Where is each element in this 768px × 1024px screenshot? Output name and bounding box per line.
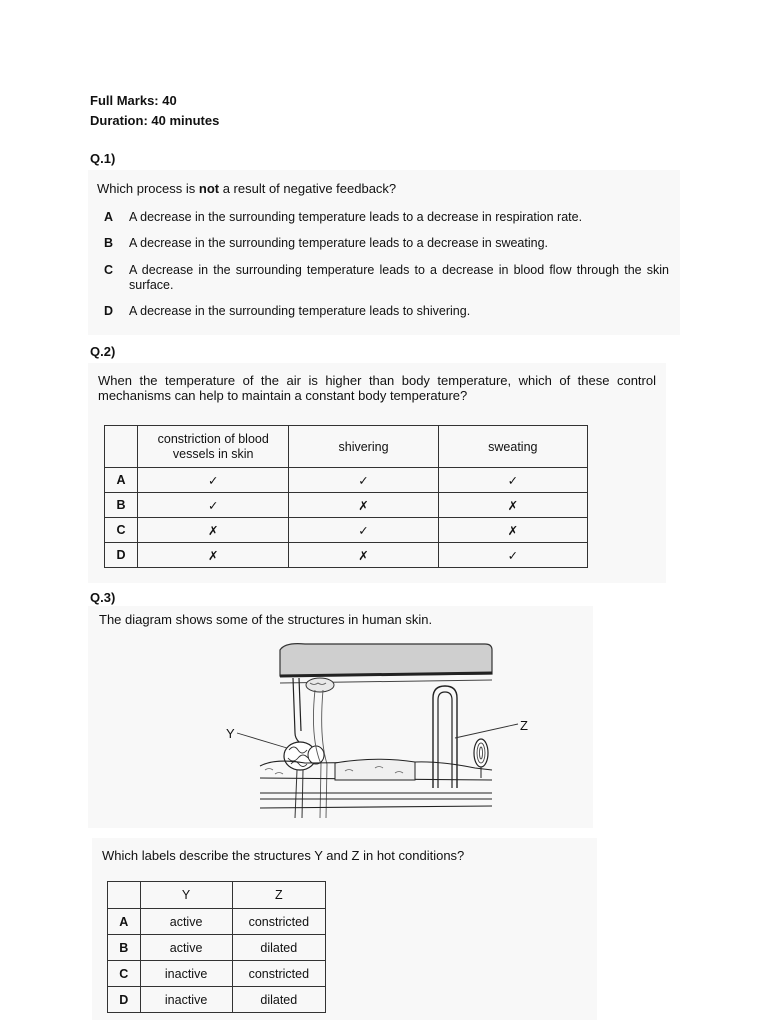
q3-question: Which labels describe the structures Y and Z in hot conditions? [102, 848, 465, 863]
col-header: constriction of blood vessels in skin [138, 426, 289, 468]
table-cell: active [140, 909, 232, 935]
q3-table [107, 881, 326, 1013]
duration: Duration: 40 minutes [90, 113, 220, 128]
row-letter: B [105, 493, 138, 518]
table-cell: constricted [232, 909, 325, 935]
table-row[interactable] [108, 961, 326, 987]
row-letter: A [105, 468, 138, 493]
q3-stem: The diagram shows some of the structures in human skin. [99, 612, 433, 627]
q1-stem [97, 181, 396, 196]
col-header: shivering [289, 426, 438, 468]
table-cell: ✗ [138, 543, 289, 568]
q2-stem: When the temperature of the air is higher than body temperature, which of these control mechanisms can help to maintain a constant body temperature? [98, 373, 656, 403]
table-cell: constricted [232, 961, 325, 987]
skin-diagram [215, 638, 545, 828]
option-text: A decrease in the surrounding temperature leads to a decrease in blood flow through the skin surface. [129, 263, 669, 292]
q1-stem-post: a result of negative feedback? [219, 181, 397, 196]
table-row[interactable] [108, 909, 326, 935]
corner-cell [108, 882, 141, 909]
table-cell: ✗ [289, 543, 438, 568]
table-cell: ✗ [289, 493, 438, 518]
table-cell: ✓ [438, 468, 587, 493]
row-letter: A [108, 909, 141, 935]
option-letter: B [104, 236, 114, 250]
table-cell: inactive [140, 961, 232, 987]
option-letter: D [104, 304, 114, 318]
q3-label: Q.3) [90, 590, 116, 605]
table-cell: active [140, 935, 232, 961]
q2-table [104, 425, 588, 568]
col-header: Y [140, 882, 232, 909]
row-letter: C [108, 961, 141, 987]
row-letter: D [105, 543, 138, 568]
option-text: A decrease in the surrounding temperature leads to a decrease in respiration rate. [129, 210, 583, 224]
table-row[interactable] [105, 493, 588, 518]
table-cell: inactive [140, 987, 232, 1013]
table-cell: ✗ [438, 518, 587, 543]
table-row[interactable] [105, 518, 588, 543]
option-text: A decrease in the surrounding temperature leads to shivering. [129, 304, 471, 318]
col-header: Z [232, 882, 325, 909]
table-row[interactable] [105, 543, 588, 568]
diagram-label-y: Y [226, 726, 235, 741]
table-cell: ✓ [138, 468, 289, 493]
q1-stem-bold: not [198, 181, 220, 196]
table-cell: dilated [232, 935, 325, 961]
option-letter: C [104, 263, 114, 277]
table-cell: dilated [232, 987, 325, 1013]
row-letter: C [105, 518, 138, 543]
table-row[interactable] [108, 935, 326, 961]
row-letter: D [108, 987, 141, 1013]
full-marks: Full Marks: 40 [90, 93, 177, 108]
diagram-label-z: Z [520, 718, 528, 733]
q1-label: Q.1) [90, 151, 116, 166]
corner-cell [105, 426, 138, 468]
q2-label: Q.2) [90, 344, 116, 359]
q1-stem-pre: Which process is [97, 181, 199, 196]
table-cell: ✓ [289, 518, 438, 543]
table-cell: ✗ [138, 518, 289, 543]
table-cell: ✓ [138, 493, 289, 518]
option-letter: A [104, 210, 114, 224]
table-row[interactable] [108, 987, 326, 1013]
table-row[interactable] [105, 468, 588, 493]
table-cell: ✓ [289, 468, 438, 493]
table-cell: ✓ [438, 543, 587, 568]
table-cell: ✗ [438, 493, 587, 518]
row-letter: B [108, 935, 141, 961]
q1-option-c[interactable] [104, 263, 669, 295]
col-header: sweating [438, 426, 587, 468]
option-text: A decrease in the surrounding temperature leads to a decrease in sweating. [129, 236, 549, 250]
